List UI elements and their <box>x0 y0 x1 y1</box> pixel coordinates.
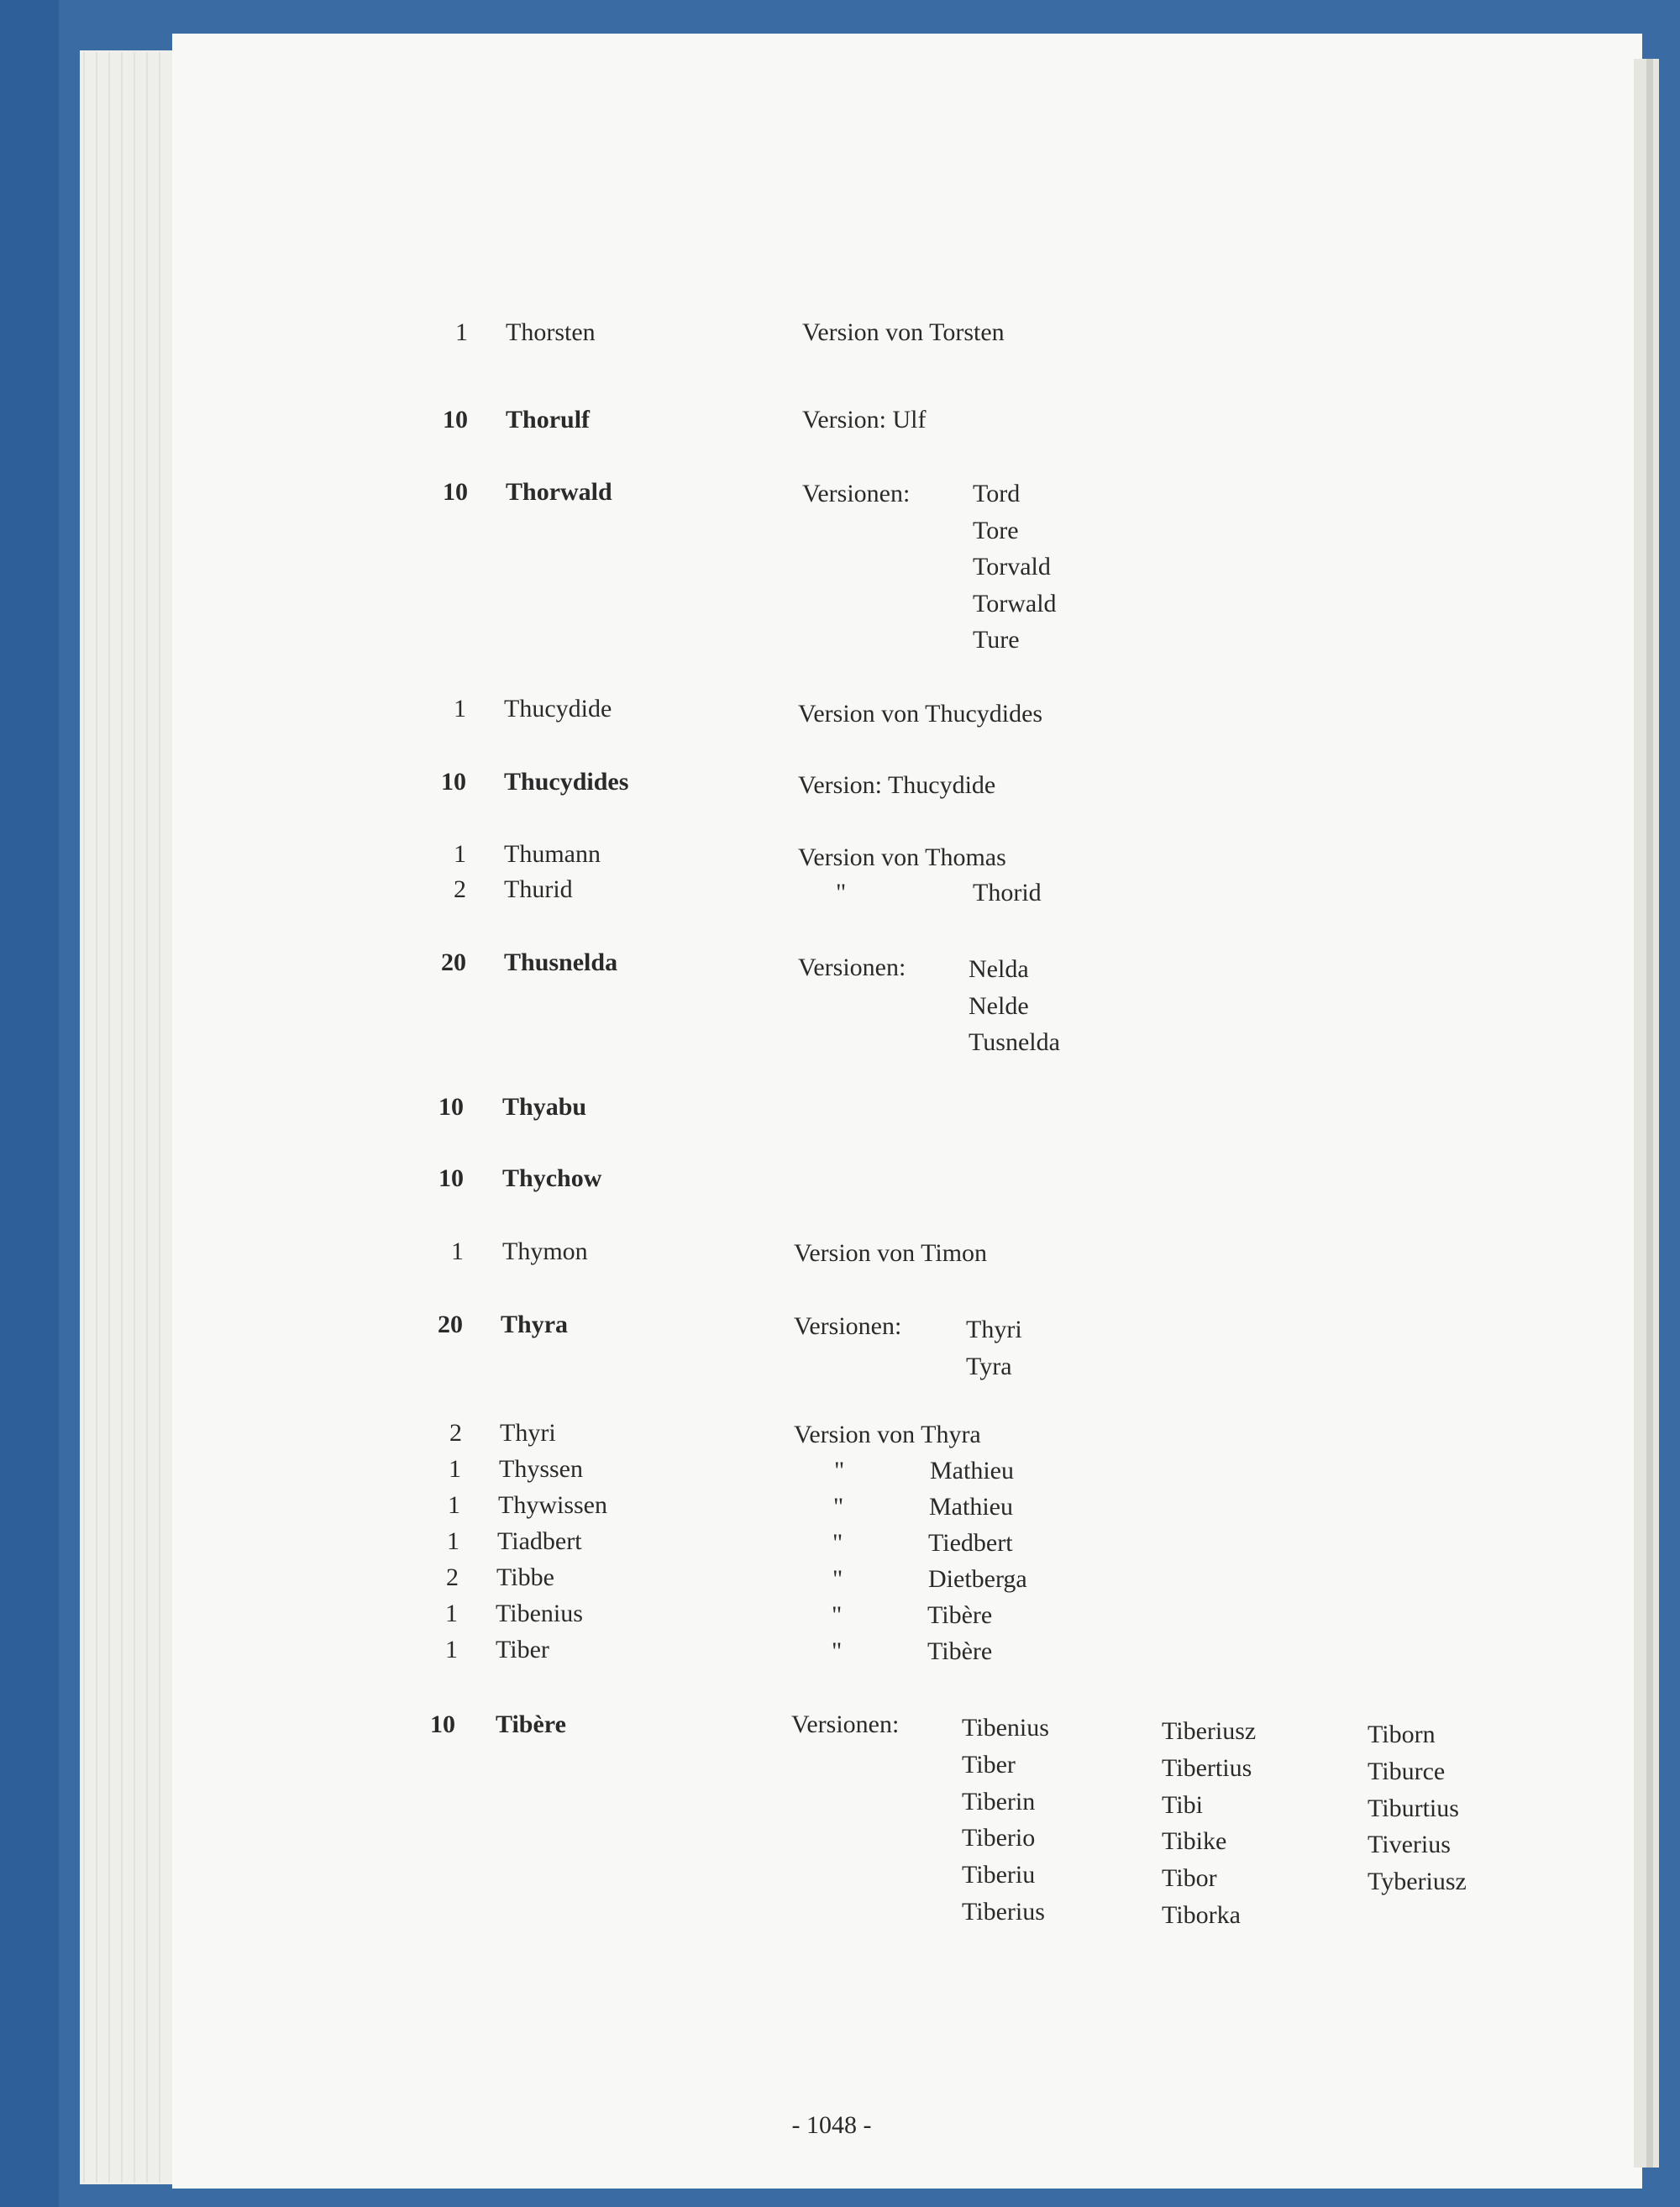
entry-description: Tibère <box>927 1601 993 1629</box>
entry-thumann <box>210 838 1638 871</box>
ditto-mark: " <box>834 1457 845 1484</box>
entry-name: Thyra <box>501 1311 569 1338</box>
entry-count: 2 <box>454 875 466 903</box>
variant: Tibi <box>1162 1790 1203 1819</box>
entry-name: Tibenius <box>496 1600 583 1627</box>
entry-count: 1 <box>445 1636 458 1663</box>
entry-thyri <box>210 1416 1638 1450</box>
variant: Tiberius <box>962 1897 1045 1926</box>
entry-name: Thucydide <box>504 695 612 723</box>
entry-count: 10 <box>441 768 466 796</box>
entry-thucydide <box>210 692 1638 726</box>
entry-count: 20 <box>438 1311 463 1338</box>
variant: Tord <box>973 480 1021 507</box>
entry-count: 2 <box>446 1563 459 1591</box>
variant: Tiborka <box>1162 1900 1241 1929</box>
variant: Tibike <box>1162 1827 1227 1856</box>
entry-name: Thorsten <box>506 318 596 346</box>
variant: Tibertius <box>1162 1753 1252 1782</box>
book-page <box>210 34 1638 2184</box>
entry-count: 2 <box>449 1419 462 1447</box>
entry-thorulf <box>210 403 1638 437</box>
entry-thusnelda <box>210 946 1638 1064</box>
variant: Thyri <box>966 1316 1022 1343</box>
entry-count: 1 <box>447 1527 459 1555</box>
variant: Tibor <box>1162 1864 1217 1893</box>
variant-list <box>973 476 1057 659</box>
entry-count: 1 <box>449 1455 461 1483</box>
entry-tiadbert <box>210 1525 1638 1558</box>
entry-description: Versionen: <box>794 1312 902 1340</box>
entry-description: Version: Thucydide <box>798 771 996 799</box>
variant-list <box>969 951 1060 1061</box>
entry-description: Version von Thyra <box>794 1421 981 1448</box>
ditto-mark: " <box>832 1637 843 1665</box>
entry-count: 10 <box>438 1093 464 1121</box>
variant: Tiborn <box>1368 1721 1436 1748</box>
variant: Nelde <box>969 991 1029 1020</box>
entry-name: Tiadbert <box>497 1527 582 1555</box>
entry-description: Versionen: <box>802 480 911 507</box>
ditto-mark: " <box>832 1529 843 1557</box>
entry-count: 1 <box>451 1237 464 1265</box>
entry-name: Tiber <box>496 1636 549 1663</box>
entry-count: 1 <box>454 840 466 868</box>
entry-tibenius <box>210 1597 1638 1631</box>
entry-thyssen <box>210 1453 1638 1486</box>
entry-thorwald <box>210 476 1638 660</box>
entry-thucydides <box>210 765 1638 799</box>
variant-list <box>966 1311 1022 1385</box>
entry-thymon <box>210 1235 1638 1269</box>
variant: Tiberiusz <box>1162 1717 1257 1745</box>
variant: Tusnelda <box>969 1028 1060 1056</box>
entry-description: Mathieu <box>930 1457 1014 1484</box>
variant: Ture <box>973 626 1020 654</box>
variant: Tibenius <box>962 1714 1049 1742</box>
entry-description: Dietberga <box>928 1565 1027 1593</box>
variant: Tyberiusz <box>1368 1868 1467 1896</box>
entry-name: Thychow <box>502 1164 602 1192</box>
entry-count: 10 <box>443 406 468 434</box>
entry-thywissen <box>210 1489 1638 1522</box>
entry-name: Tibbe <box>496 1563 554 1591</box>
variant-column <box>962 1710 1049 1931</box>
ditto-mark: " <box>833 1493 844 1521</box>
entry-name: Thymon <box>502 1237 588 1265</box>
entry-tiber <box>210 1633 1638 1667</box>
variant: Tiburce <box>1368 1757 1446 1785</box>
entry-count: 1 <box>445 1600 458 1627</box>
variant-column <box>1162 1713 1256 1934</box>
variant: Torvald <box>973 553 1051 581</box>
variant: Tiburtius <box>1368 1794 1459 1822</box>
entry-count: 20 <box>441 948 466 976</box>
entry-count: 10 <box>438 1164 464 1192</box>
entry-description: Mathieu <box>929 1493 1013 1521</box>
entry-name: Thyabu <box>502 1093 587 1121</box>
entry-name: Thucydides <box>504 768 629 796</box>
entry-thyra <box>210 1308 1638 1392</box>
entry-name: Thywissen <box>498 1491 607 1519</box>
entry-thorsten <box>210 316 1638 349</box>
variant: Tiberio <box>962 1824 1036 1852</box>
entry-description: Version von Thucydides <box>798 700 1043 728</box>
entry-description: Tiedbert <box>928 1529 1013 1557</box>
variant: Tyra <box>966 1352 1012 1380</box>
entry-count: 1 <box>448 1491 460 1519</box>
entry-name: Thurid <box>504 875 573 903</box>
entry-description: Version von Torsten <box>802 318 1005 346</box>
variant: Tiberin <box>962 1787 1036 1816</box>
entry-description: Thorid <box>973 879 1042 906</box>
page-number: - 1048 - <box>791 2111 872 2139</box>
entry-name: Thyssen <box>499 1455 583 1483</box>
variant-column <box>1368 1716 1467 1900</box>
variant: Tiber <box>962 1750 1016 1779</box>
variant: Tiberiu <box>962 1861 1036 1889</box>
entry-description: Version: Ulf <box>802 406 927 434</box>
entry-tibbe <box>210 1561 1638 1595</box>
ditto-mark: " <box>836 879 847 906</box>
entry-tibere <box>210 1708 1638 1943</box>
entry-description: Tibère <box>927 1637 993 1665</box>
entry-description: Versionen: <box>798 954 906 981</box>
entry-name: Thorwald <box>506 478 612 506</box>
entry-thyabu <box>210 1090 1638 1124</box>
entry-description: Version von Thomas <box>798 843 1006 871</box>
entry-name: Thyri <box>500 1419 556 1447</box>
entry-name: Thusnelda <box>504 948 618 976</box>
entry-description: Version von Timon <box>794 1239 988 1267</box>
entry-count: 1 <box>454 695 466 723</box>
ditto-mark: " <box>832 1601 843 1629</box>
variant: Tore <box>973 516 1019 544</box>
entry-name: Thumann <box>504 840 601 868</box>
entry-description: Versionen: <box>791 1710 900 1738</box>
ditto-mark: " <box>832 1565 843 1593</box>
variant-columns <box>962 1710 1634 1936</box>
entry-thychow <box>210 1162 1638 1195</box>
entry-thurid <box>210 873 1638 906</box>
entry-count: 10 <box>443 478 468 506</box>
entry-name: Tibère <box>496 1710 566 1738</box>
variant: Tiverius <box>1368 1831 1451 1859</box>
entry-name: Thorulf <box>506 406 591 434</box>
entry-count: 10 <box>430 1710 455 1738</box>
entry-count: 1 <box>455 318 468 346</box>
variant: Torwald <box>973 589 1057 617</box>
variant: Nelda <box>969 955 1029 983</box>
